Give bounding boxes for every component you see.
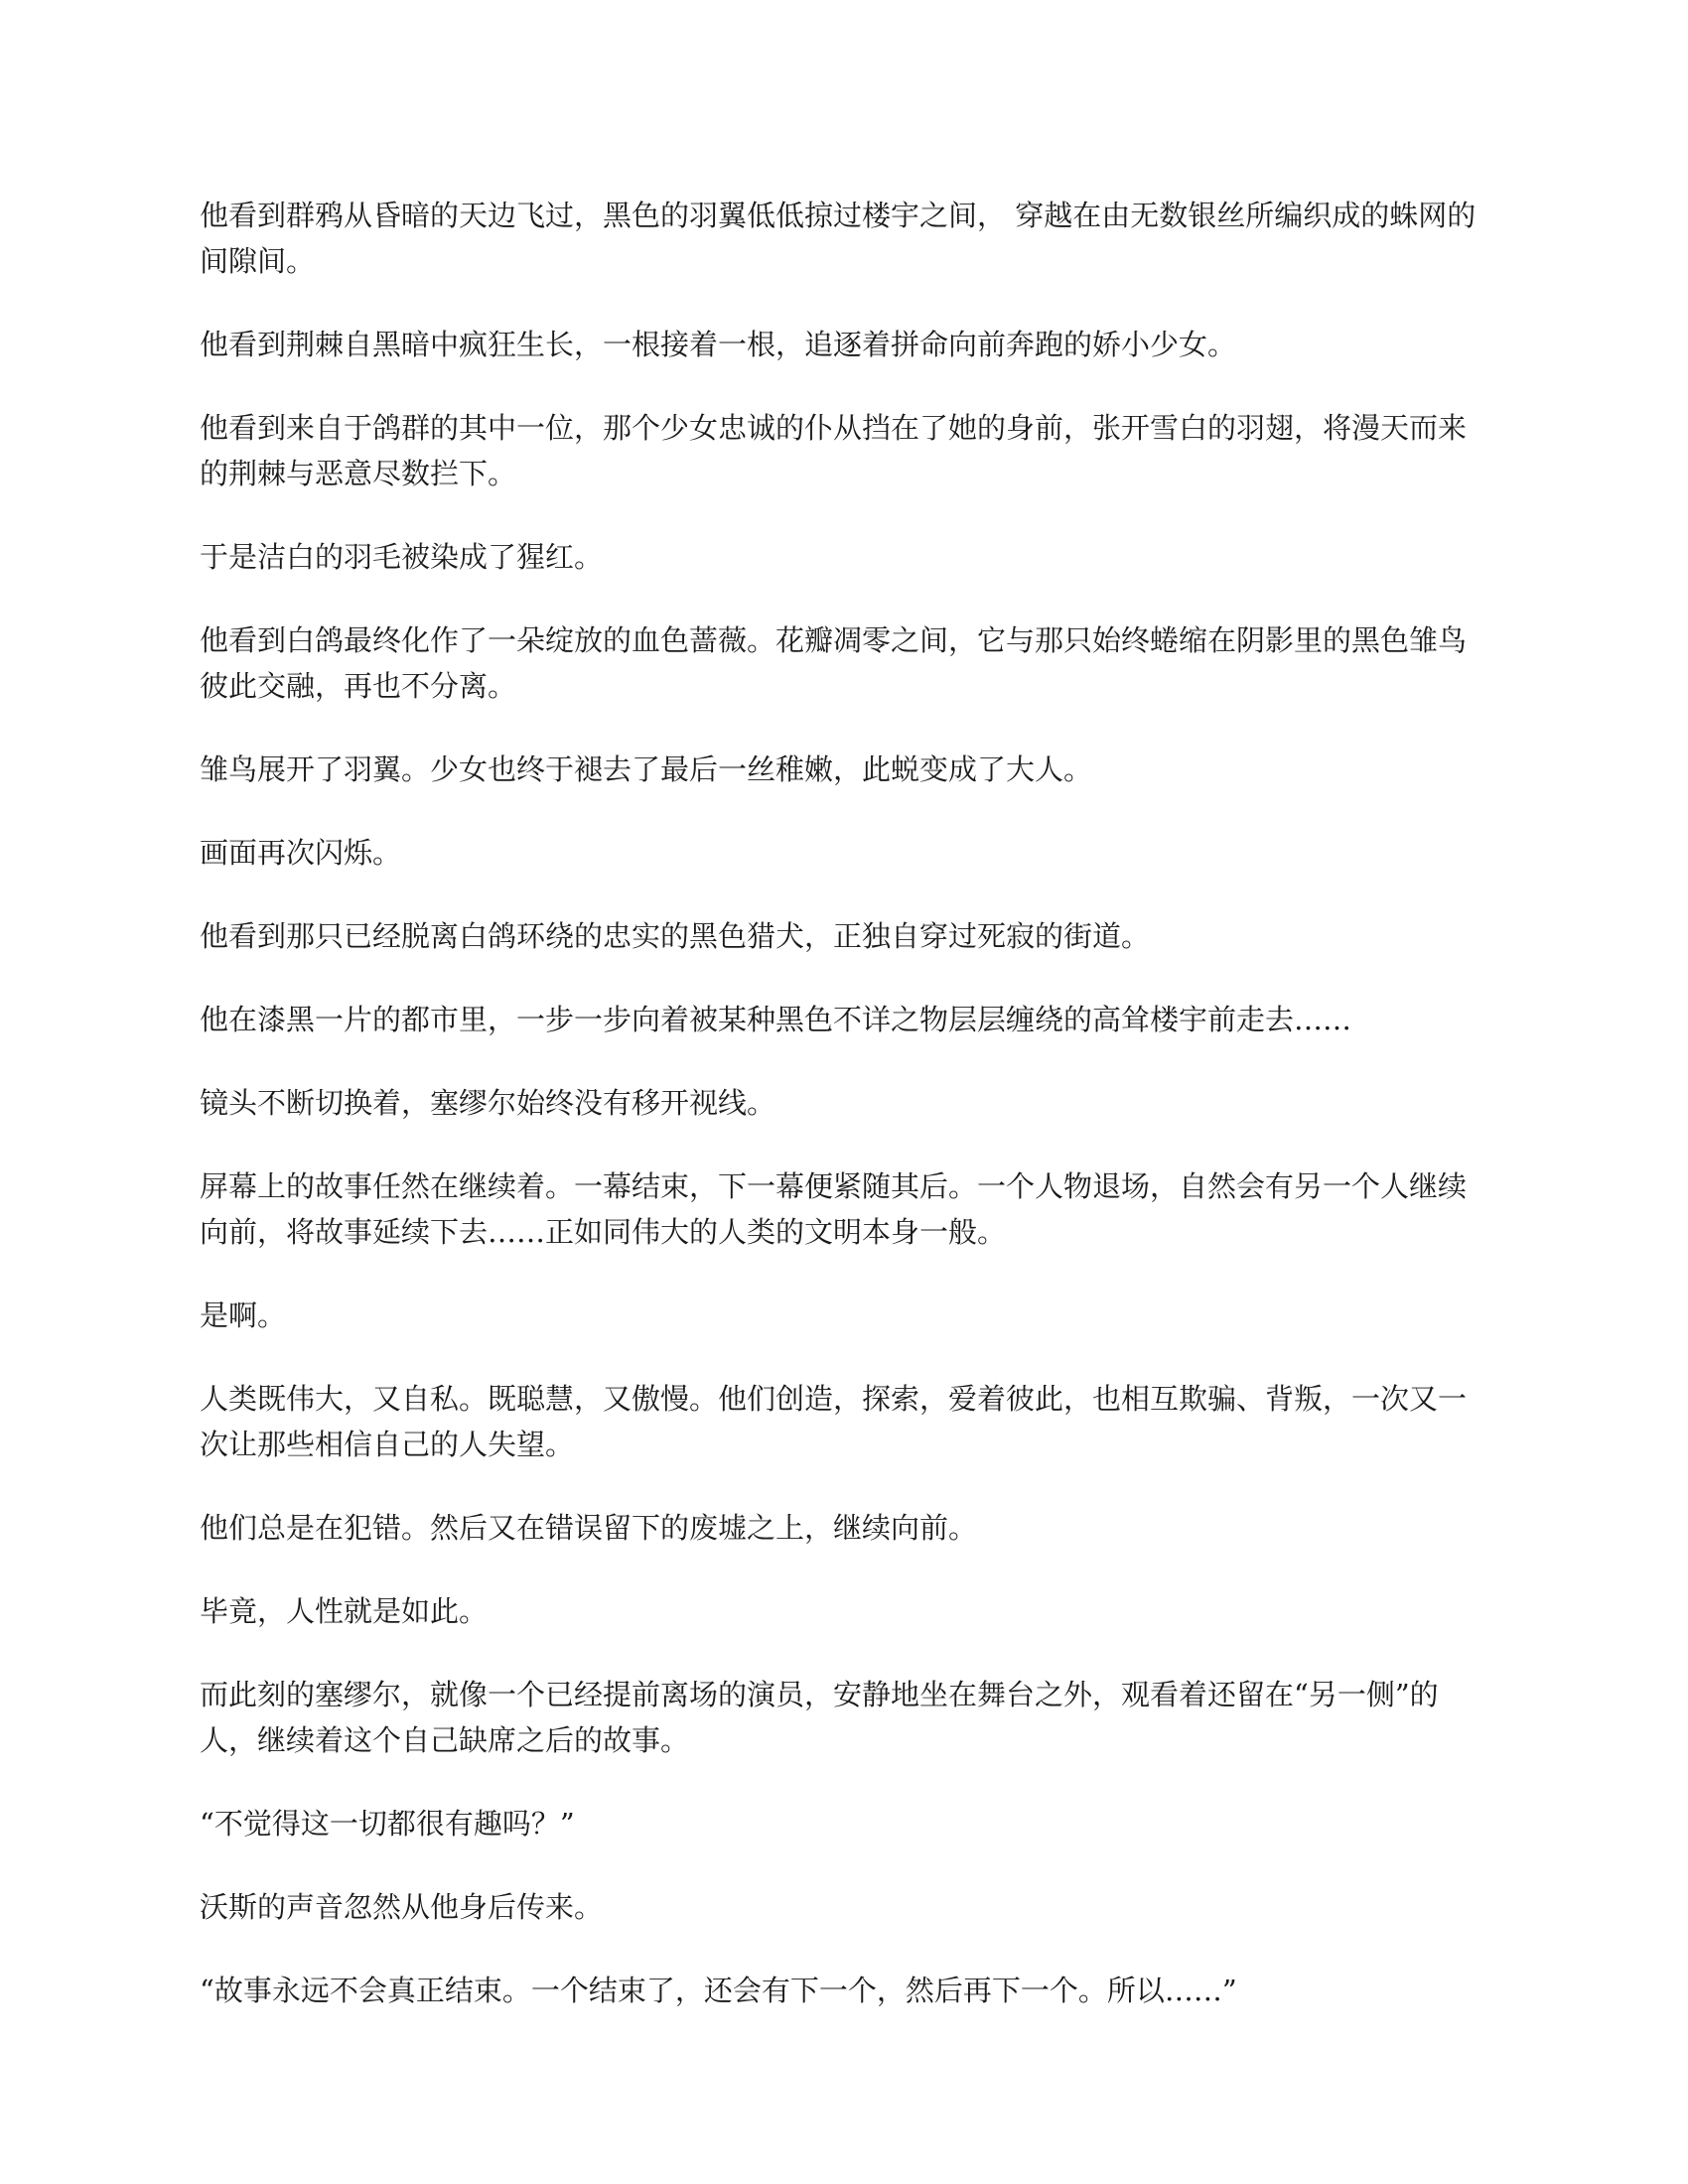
paragraph: “故事永远不会真正结束。一个结束了，还会有下一个，然后再下一个。所以……” — [200, 1974, 1237, 2007]
paragraph: 他在漆黑一片的都市里，一步一步向着被某种黑色不详之物层层缠绕的高耸楼宇前走去…… — [200, 1003, 1352, 1036]
paragraph: 他看到白鸽最终化作了一朵绽放的血色蔷薇。花瓣凋零之间，它与那只始终蜷缩在阴影里的黑色雏鸟彼此交融，再也不分离。 — [200, 623, 1468, 703]
paragraph: 毕竟，人性就是如此。 — [200, 1594, 489, 1628]
paragraph: 人类既伟大，又自私。既聪慧，又傲慢。他们创造，探索，爱着彼此，也相互欺骗、背叛，一次又一次让那些相信自己的人失望。 — [200, 1382, 1468, 1461]
paragraph: 屏幕上的故事任然在继续着。一幕结束，下一幕便紧随其后。一个人物退场，自然会有另一个人继续向前，将故事延续下去……正如同伟大的人类的文明本身一般。 — [200, 1169, 1468, 1249]
paragraph: 于是洁白的羽毛被染成了猩红。 — [200, 540, 604, 574]
paragraph: 沃斯的声音忽然从他身后传来。 — [200, 1890, 604, 1924]
paragraph: 雏鸟展开了羽翼。少女也终于褪去了最后一丝稚嫩，此蜕变成了大人。 — [200, 752, 1093, 786]
paragraph: 镜头不断切换着，塞缪尔始终没有移开视线。 — [200, 1086, 776, 1120]
paragraph: 他看到群鸦从昏暗的天边飞过，黑色的羽翼低低掠过楼宇之间， 穿越在由无数银丝所编织成的蛛网的间隙间。 — [200, 199, 1477, 278]
paragraph: 是啊。 — [200, 1298, 287, 1332]
paragraph: 他们总是在犯错。然后又在错误留下的废墟之上，继续向前。 — [200, 1511, 978, 1545]
paragraph: “不觉得这一切都很有趣吗？” — [200, 1807, 575, 1841]
paragraph: 他看到来自于鸽群的其中一位，那个少女忠诚的仆从挡在了她的身前，张开雪白的羽翅，将漫天而来的荆棘与恶意尽数拦下。 — [200, 411, 1468, 490]
paragraph: 而此刻的塞缪尔，就像一个已经提前离场的演员，安静地坐在舞台之外，观看着还留在“另一侧”的人，继续着这个自己缺席之后的故事。 — [200, 1678, 1439, 1757]
paragraph: 他看到荆棘自黑暗中疯狂生长，一根接着一根，追逐着拼命向前奔跑的娇小少女。 — [200, 328, 1237, 361]
paragraph: 画面再次闪烁。 — [200, 836, 402, 870]
paragraph: 他看到那只已经脱离白鸽环绕的忠实的黑色猎犬，正独自穿过死寂的街道。 — [200, 919, 1151, 953]
document-body — [200, 193, 1490, 2051]
